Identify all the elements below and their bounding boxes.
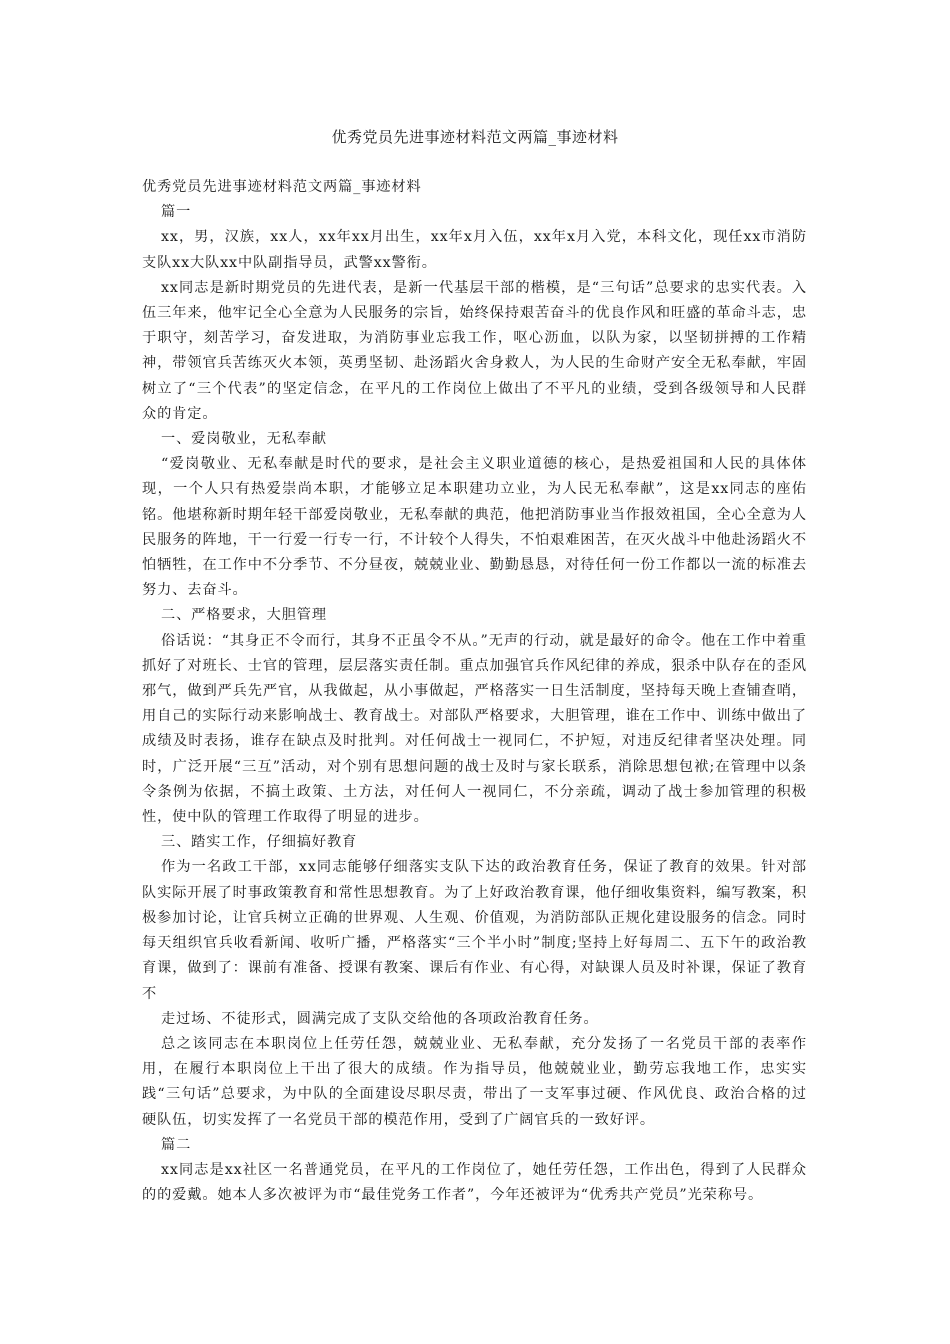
document-title: 优秀党员先进事迹材料范文两篇_事迹材料 (331, 128, 619, 146)
paragraph: “爱岗敬业、无私奉献是时代的要求，是社会主义职业道德的核心，是热爱祖国和人民的具体体现，一个人只有热爱崇尚本职，才能够立足本职建功立业，为人民无私奉献”，这是xx同志的座佑铭。他堪称新时期年轻干部爱岗敬业，无私奉献的典范，他把消防事业当作报效祖国，全心全意为人民服务的阵地，干一行爱一行专一行，不计较个人得失，不怕艰难困苦，在灭火战斗中他赴汤蹈火不怕牺牲，在工作中不分季节、不分昼夜，兢兢业业、勤勤恳恳，对待任何一份工作都以一流的标准去努力、去奋斗。 (142, 456, 807, 599)
section-label-part-two: 篇二 (161, 1136, 192, 1153)
section-heading: 一、爱岗敬业，无私奉献 (161, 431, 327, 448)
paragraph: xx同志是xx社区一名普通党员，在平凡的工作岗位了，她任劳任怨，工作出色，得到了人民群众的的爱戴。她本人多次被评为市“最佳党务工作者”，今年还被评为“优秀共产党员”光荣称号。 (142, 1161, 807, 1204)
section-heading: 三、踏实工作，仔细搞好教育 (161, 834, 358, 851)
paragraph: 走过场、不徒形式，圆满完成了支队交给他的各项政治教育任务。 (161, 1010, 599, 1027)
paragraph: 作为一名政工干部，xx同志能够仔细落实支队下达的政治教育任务，保证了教育的效果。针对部队实际开展了时事政策教育和常性思想教育。为了上好政治教育课，他仔细收集资料，编写教案，积极参加讨论，让官兵树立正确的世界观、人生观、价值观，为消防部队正规化建设服务的信念。同时每天组织官兵收看新闻、收听广播，严格落实“三个半小时”制度;坚持上好每周二、五下午的政治教育课，做到了：课前有准备、授课有教案、课后有作业、有心得，对缺课人员及时补课，保证了教育不 (142, 859, 807, 1002)
document-body (142, 175, 807, 1208)
paragraph: xx同志是新时期党员的先进代表，是新一代基层干部的楷模，是“三句话”总要求的忠实代表。入伍三年来，他牢记全心全意为人民服务的宗旨，始终保持艰苦奋斗的优良作风和旺盛的革命斗志，忠于职守，刻苦学习，奋发进取，为消防事业忘我工作，呕心沥血，以队为家，以坚韧拼搏的工作精神，带领官兵苦练灭火本领，英勇坚韧、赴汤蹈火舍身救人，为人民的生命财产安全无私奉献，牢固树立了“三个代表”的坚定信念，在平凡的工作岗位上做出了不平凡的业绩，受到各级领导和人民群众的肯定。 (142, 279, 807, 422)
paragraph: 俗话说：“其身正不令而行，其身不正虽令不从。”无声的行动，就是最好的命令。他在工作中着重抓好了对班长、士官的管理，层层落实责任制。重点加强官兵作风纪律的养成，狠杀中队存在的歪风邪气，做到严兵先严官，从我做起，从小事做起，严格落实一日生活制度，坚持每天晚上查铺查哨，用自己的实际行动来影响战士、教育战士。对部队严格要求，大胆管理，谁在工作中、训练中做出了成绩及时表扬，谁存在缺点及时批判。对任何战士一视同仁，不护短，对违反纪律者坚决处理。同时，广泛开展“三互”活动，对个别有思想问题的战士及时与家长联系，消除思想包袱;在管理中以条令条例为依据，不搞土政策、土方法，对任何人一视同仁，不分亲疏，调动了战士参加管理的积极性，使中队的管理工作取得了明显的进步。 (142, 632, 807, 826)
section-label-part-one: 篇一 (161, 204, 192, 221)
body-heading: 优秀党员先进事迹材料范文两篇_事迹材料 (142, 179, 422, 195)
paragraph: 总之该同志在本职岗位上任劳任怨，兢兢业业、无私奉献，充分发扬了一名党员干部的表率作用，在履行本职岗位上干出了很大的成绩。作为指导员，他兢兢业业，勤劳忘我地工作，忠实实践“三句话”总要求，为中队的全面建设尽职尽责，带出了一支军事过硬、作风优良、政治合格的过硬队伍，切实发挥了一名党员干部的模范作用，受到了广阔官兵的一致好评。 (142, 1035, 807, 1128)
section-heading: 二、严格要求，大胆管理 (161, 607, 327, 624)
paragraph: xx，男，汉族，xx人，xx年xx月出生，xx年x月入伍，xx年x月入党，本科文化，现任xx市消防支队xx大队xx中队副指导员，武警xx警衔。 (142, 229, 807, 271)
